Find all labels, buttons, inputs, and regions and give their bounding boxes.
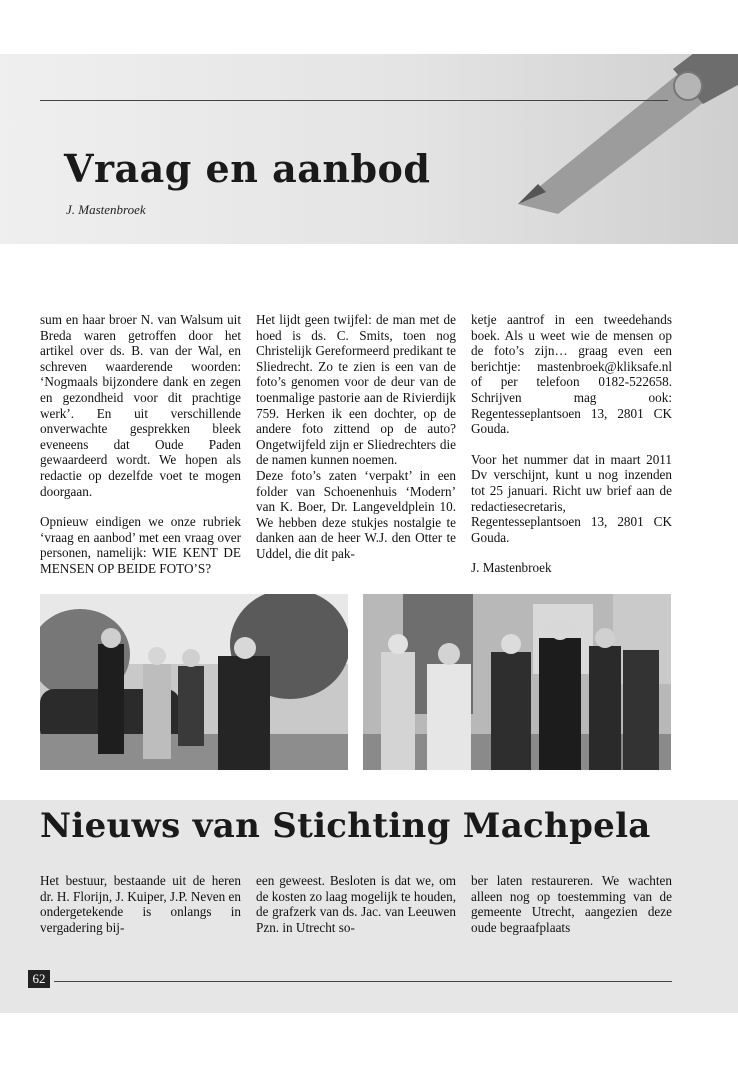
news-column-2: een geweest. Besloten is dat we, om de kosten zo laag mogelijk te houden, de grafzerk van ds. Jac. van Leeuwen Pzn. in Utrecht so-: [256, 873, 456, 935]
fountain-pen-image: [498, 54, 738, 214]
paragraph: Deze foto’s zaten ‘verpakt’ in een folder van Schoenenhuis ‘Modern’ van K. Boer, Dr. Langeveldplein 10. We hebben deze stukjes nostalgie te danken aan de heer W.J. den Otter te Uddel, die dit pak-: [256, 467, 456, 561]
paragraph: Voor het nummer dat in maart 2011 Dv verschijnt, kunt u nog inzenden tot 25 januari. Richt uw brief aan de redactiesecretaris, Regentesseplantsoen 13, 2801 CK Gouda.: [471, 451, 672, 545]
paragraph: Opnieuw eindigen we onze rubriek ‘vraag en aanbod’ met een vraag over personen, namelijk: WIE KENT DE MENSEN OP BEIDE FOTO’S?: [40, 514, 241, 576]
photo-group-at-house: [363, 594, 671, 770]
paragraph: Het lijdt geen twijfel: de man met de hoed is ds. C. Smits, toen nog Christelijk Gereformeerd predikant te Sliedrecht. Zo te zien is een van de foto’s genomen voor de deur van de toenmalige pastorie aan de Rivierdijk 759. Herken ik een dochter, op de andere foto zittend op de auto? Ongetwijfeld zijn er Sliedrechters die de namen kunnen noemen.: [256, 312, 456, 468]
article-column-2: [256, 312, 456, 577]
article-author: J. Mastenbroek: [66, 202, 146, 217]
article-title: Vraag en aanbod: [64, 146, 431, 191]
page-number: 62: [28, 970, 50, 988]
photo-group-by-car: [40, 594, 348, 770]
header-rule: [40, 100, 668, 101]
news-column-3: ber laten restaureren. We wachten alleen nog op toestemming van de gemeente Utrecht, aangezien deze oude begraafplaats: [471, 873, 672, 935]
paragraph: sum en haar broer N. van Walsum uit Breda waren getroffen door het artikel over ds. B. van der Wal, en schreven waarderende woorden: ‘Nogmaals bijzondere dank en zegen en gezondheid voor dit prachtige werk’. En uit verschillende onverwachte gesprekken bleek eveneens dat Oude Paden gewaardeerd wordt. We hopen als redactie op dezelfde voet te mogen doorgaan.: [40, 312, 241, 499]
news-column-1: Het bestuur, bestaande uit de heren dr. H. Florijn, J. Kuiper, J.P. Neven en ondergetekende is onlangs in vergadering bij-: [40, 873, 241, 935]
news-title: Nieuws van Stichting Machpela: [40, 806, 651, 846]
footer-rule: [54, 981, 672, 982]
signature: J. Mastenbroek: [471, 560, 552, 576]
paragraph: ketje aantrof in een tweedehands boek. Als u weet wie de mensen op de foto’s zijn… graag even een berichtje: mastenbroek@kliksafe.nl of per telefoon 0182-522658. Schrijven mag ook: Regentesseplantsoen 13, 2801 CK Gouda.: [471, 312, 672, 437]
article-column-3: [471, 312, 672, 591]
article-column-1: [40, 312, 241, 592]
